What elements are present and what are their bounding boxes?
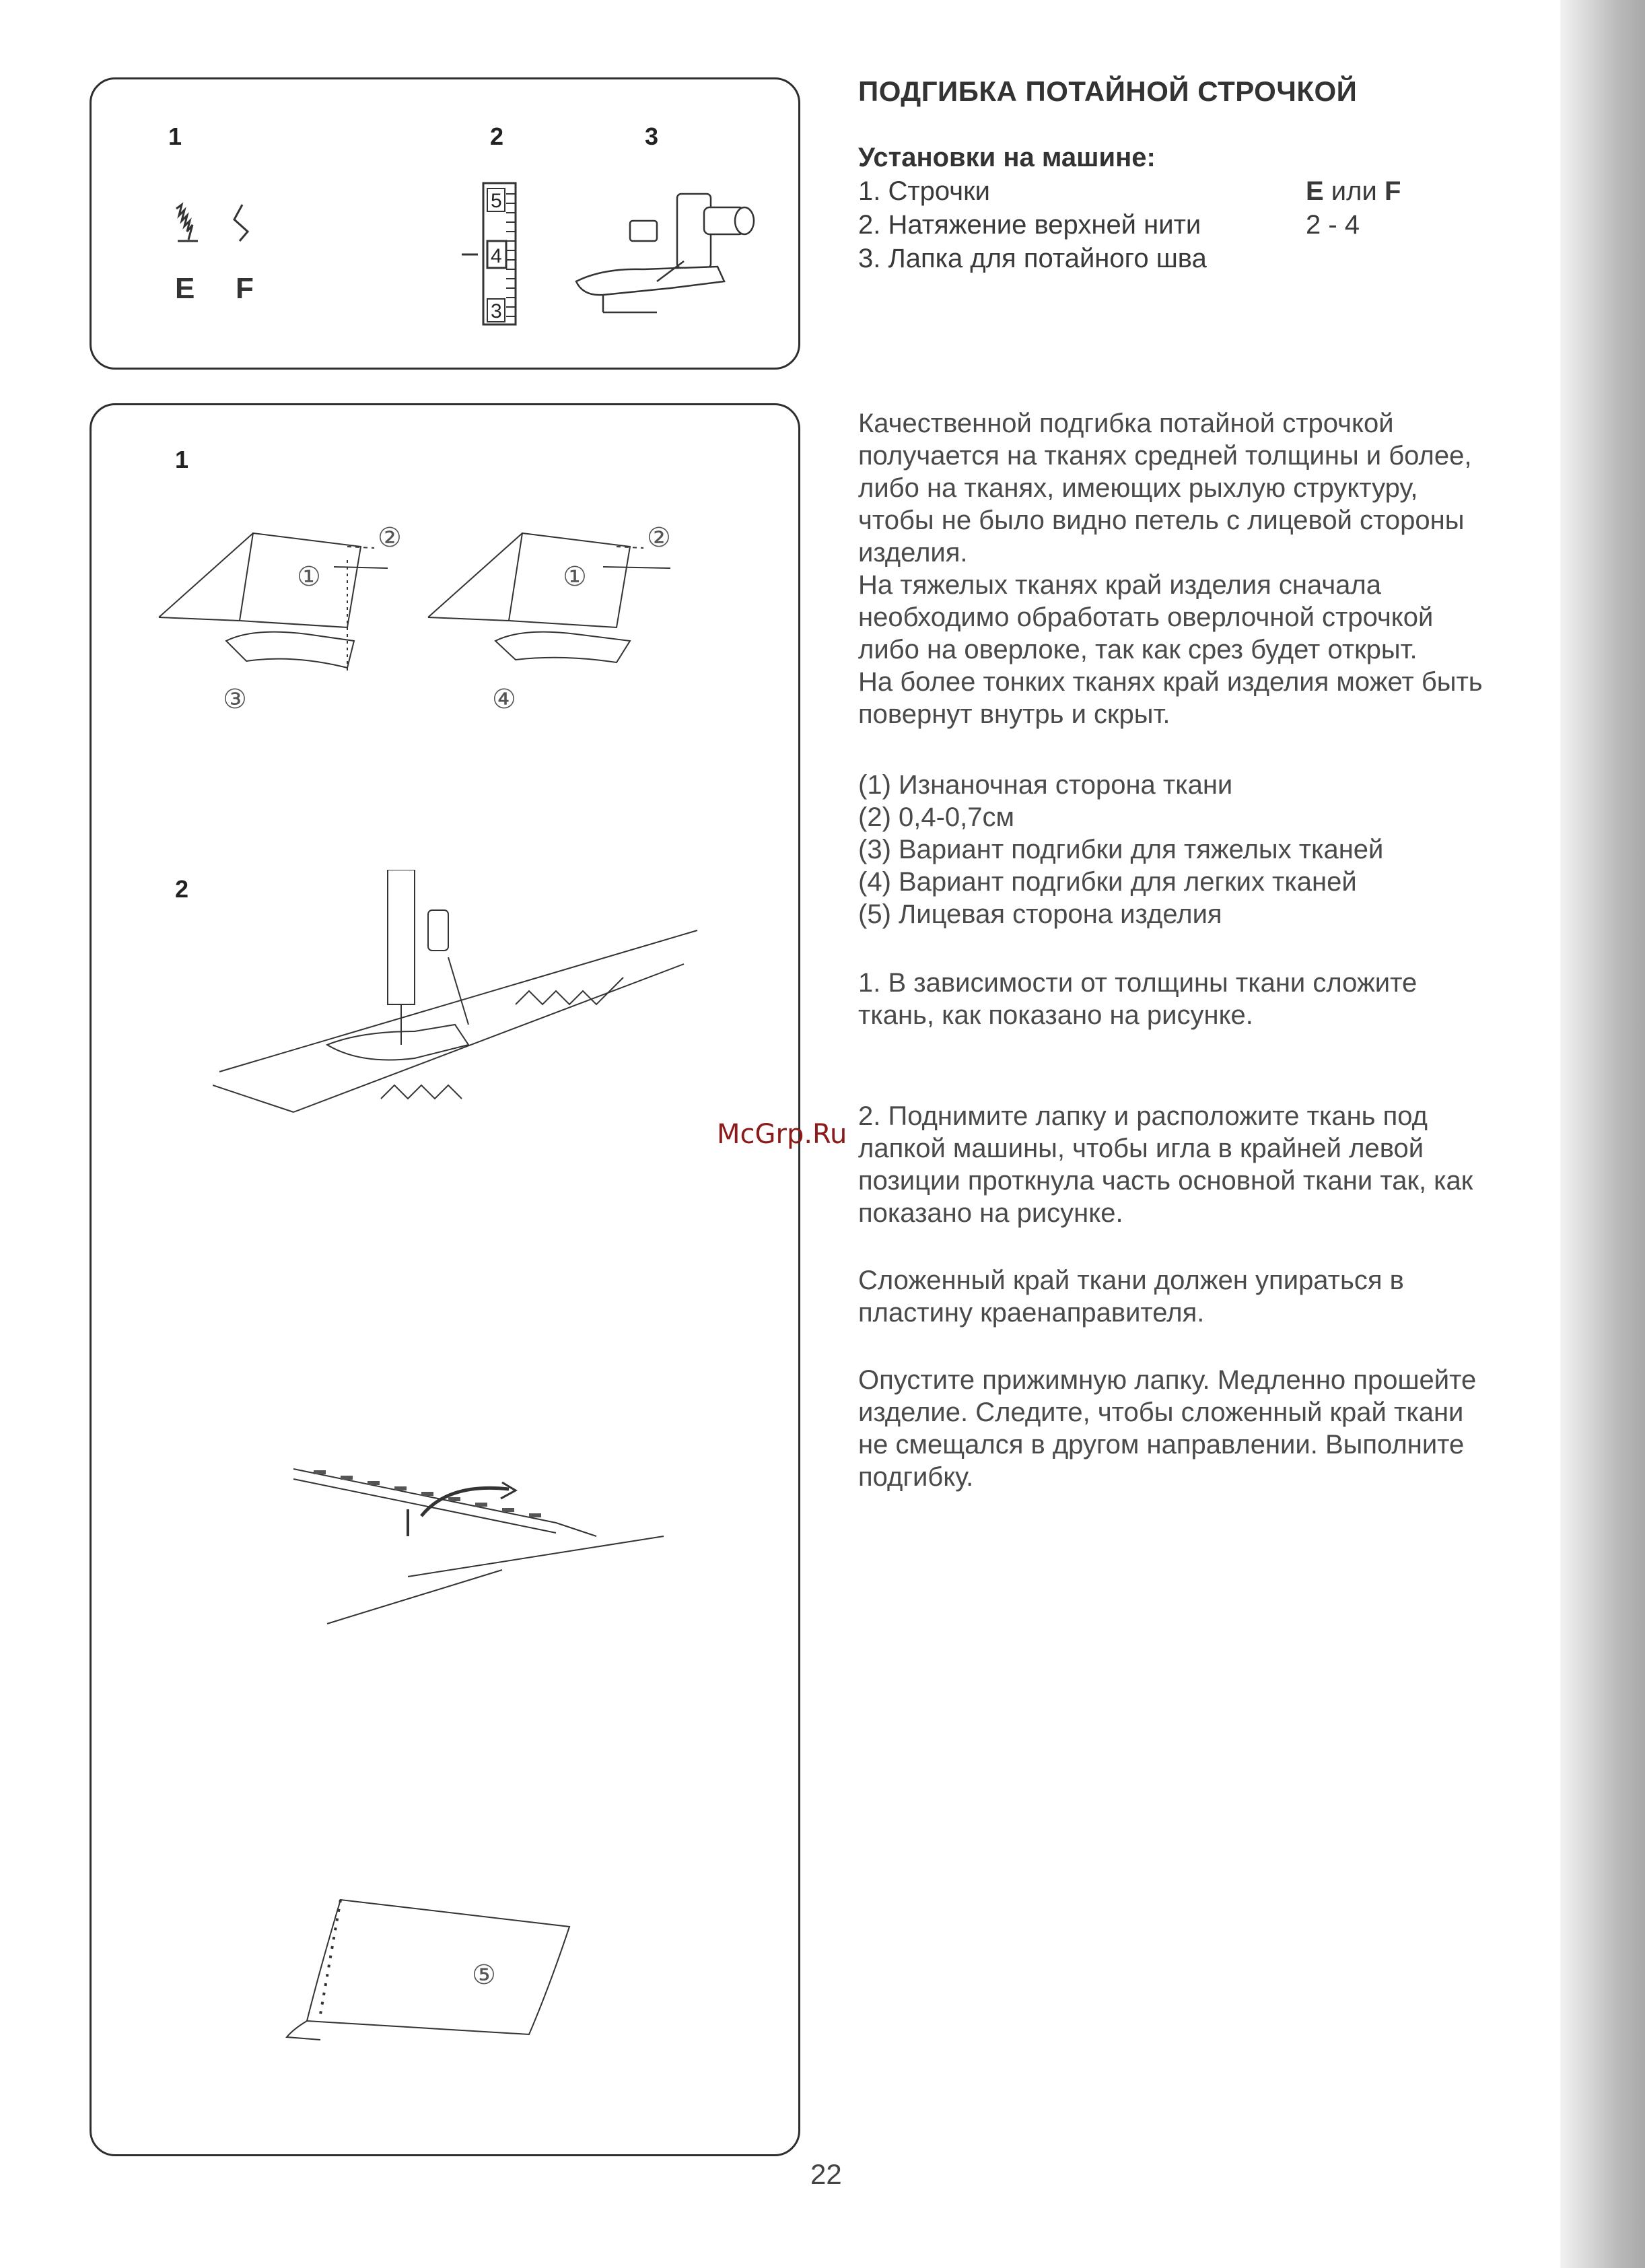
- step-2-line: лапкой машины, чтобы игла в крайней левой: [858, 1134, 1424, 1163]
- intro-line: повернут внутрь и скрыт.: [858, 699, 1170, 729]
- legend-item: (2) 0,4-0,7см: [858, 802, 1015, 832]
- settings-row-tension: 2. Натяжение верхней нити: [858, 210, 1201, 240]
- edge-guide-paragraph: [858, 1264, 1558, 1329]
- fig-label-1: 1: [168, 123, 182, 150]
- page-edge-shadow: [1560, 0, 1645, 2268]
- step-2-line: показано на рисунке.: [858, 1198, 1123, 1228]
- callout-3: ③: [223, 684, 247, 715]
- settings-row-foot: 3. Лапка для потайного шва: [858, 244, 1207, 273]
- edge-guide-line: пластину краенаправителя.: [858, 1298, 1205, 1328]
- step-fig-label-1: 1: [175, 446, 189, 473]
- settings-title: Установки на машине:: [858, 143, 1156, 172]
- blind-hem-foot-illustration: [563, 180, 778, 315]
- intro-line: Качественной подгибка потайной строчкой: [858, 409, 1394, 438]
- intro-line: изделия.: [858, 538, 968, 568]
- blind-hem-stitch-e-icon: [176, 205, 198, 241]
- legend-list: [858, 769, 1558, 930]
- step-1-paragraph: [858, 967, 1558, 1031]
- step-1-line: 1. В зависимости от толщины ткани сложите: [858, 968, 1418, 998]
- fig-label-3: 3: [645, 123, 659, 150]
- settings-value-stitches: [1306, 176, 1401, 207]
- stitch-letter-e: E: [175, 272, 195, 305]
- edge-guide-line: Сложенный край ткани должен упираться в: [858, 1266, 1404, 1295]
- settings-value-or: или: [1323, 176, 1385, 206]
- steps-figure-panel: [90, 403, 800, 2156]
- step-2-paragraph: [858, 1100, 1558, 1229]
- step-fig-label-2: 2: [175, 875, 189, 903]
- legend-item: (1) Изнаночная сторона ткани: [858, 770, 1233, 800]
- final-line: Опустите прижимную лапку. Медленно прошейте: [858, 1365, 1477, 1395]
- intro-line: На более тонких тканях край изделия может быть: [858, 667, 1483, 697]
- tension-dial: [442, 180, 536, 335]
- intro-line: чтобы не было видно петель с лицевой стороны: [858, 506, 1465, 535]
- intro-line: необходимо обработать оверлочной строчкой: [858, 603, 1434, 632]
- callout-2-left: ②: [378, 522, 402, 553]
- final-line: не смещался в другом направлении. Выполните: [858, 1430, 1465, 1459]
- step-2-line: позиции проткнула часть основной ткани так, как: [858, 1166, 1473, 1196]
- fig-label-2: 2: [490, 123, 504, 150]
- callout-5: ⑤: [472, 1960, 496, 1991]
- settings-value-stitch-e: E: [1306, 176, 1324, 206]
- final-paragraph: [858, 1364, 1558, 1493]
- intro-line: На тяжелых тканях край изделия сначала: [858, 570, 1382, 600]
- dial-number-3: 3: [491, 300, 502, 322]
- intro-line: получается на тканях средней толщины и более,: [858, 441, 1472, 471]
- step-1-line: ткань, как показано на рисунке.: [858, 1000, 1253, 1030]
- settings-figure-panel: [90, 77, 800, 370]
- intro-line: либо на оверлоке, так как срез будет открыт.: [858, 635, 1418, 664]
- settings-value-tension: 2 - 4: [1306, 210, 1360, 240]
- right-side-finished-hem-illustration: [280, 1886, 617, 2061]
- step-2-line: 2. Поднимите лапку и расположите ткань под: [858, 1101, 1428, 1131]
- settings-value-stitch-f: F: [1384, 176, 1401, 206]
- callout-2-right: ②: [647, 522, 671, 553]
- dial-number-5: 5: [491, 190, 502, 212]
- final-line: изделие. Следите, чтобы сложенный край ткани: [858, 1398, 1464, 1427]
- legend-item: (3) Вариант подгибки для тяжелых тканей: [858, 835, 1384, 864]
- legend-item: (4) Вариант подгибки для легких тканей: [858, 867, 1357, 897]
- section-heading: ПОДГИБКА ПОТАЙНОЙ СТРОЧКОЙ: [858, 75, 1358, 107]
- stitch-letter-f: F: [236, 272, 254, 305]
- callout-4: ④: [492, 684, 516, 715]
- blind-hem-stitch-f-icon: [234, 205, 248, 241]
- legend-item: (5) Лицевая сторона изделия: [858, 899, 1222, 929]
- intro-paragraph: [858, 407, 1558, 730]
- watermark: McGrp.Ru: [717, 1119, 847, 1150]
- presser-foot-sewing-illustration: [213, 870, 724, 1153]
- intro-line: либо на тканях, имеющих рыхлую структуру,: [858, 473, 1418, 503]
- callout-1-right: ①: [563, 561, 587, 592]
- fold-out-stitched-hem-illustration: [287, 1442, 758, 1637]
- dial-number-4: 4: [491, 245, 502, 267]
- final-line: подгибку.: [858, 1462, 974, 1492]
- settings-row-stitches: 1. Строчки: [858, 176, 990, 206]
- fold-options-illustration: [145, 486, 751, 728]
- page-number: 22: [810, 2158, 842, 2190]
- callout-1-left: ①: [297, 561, 321, 592]
